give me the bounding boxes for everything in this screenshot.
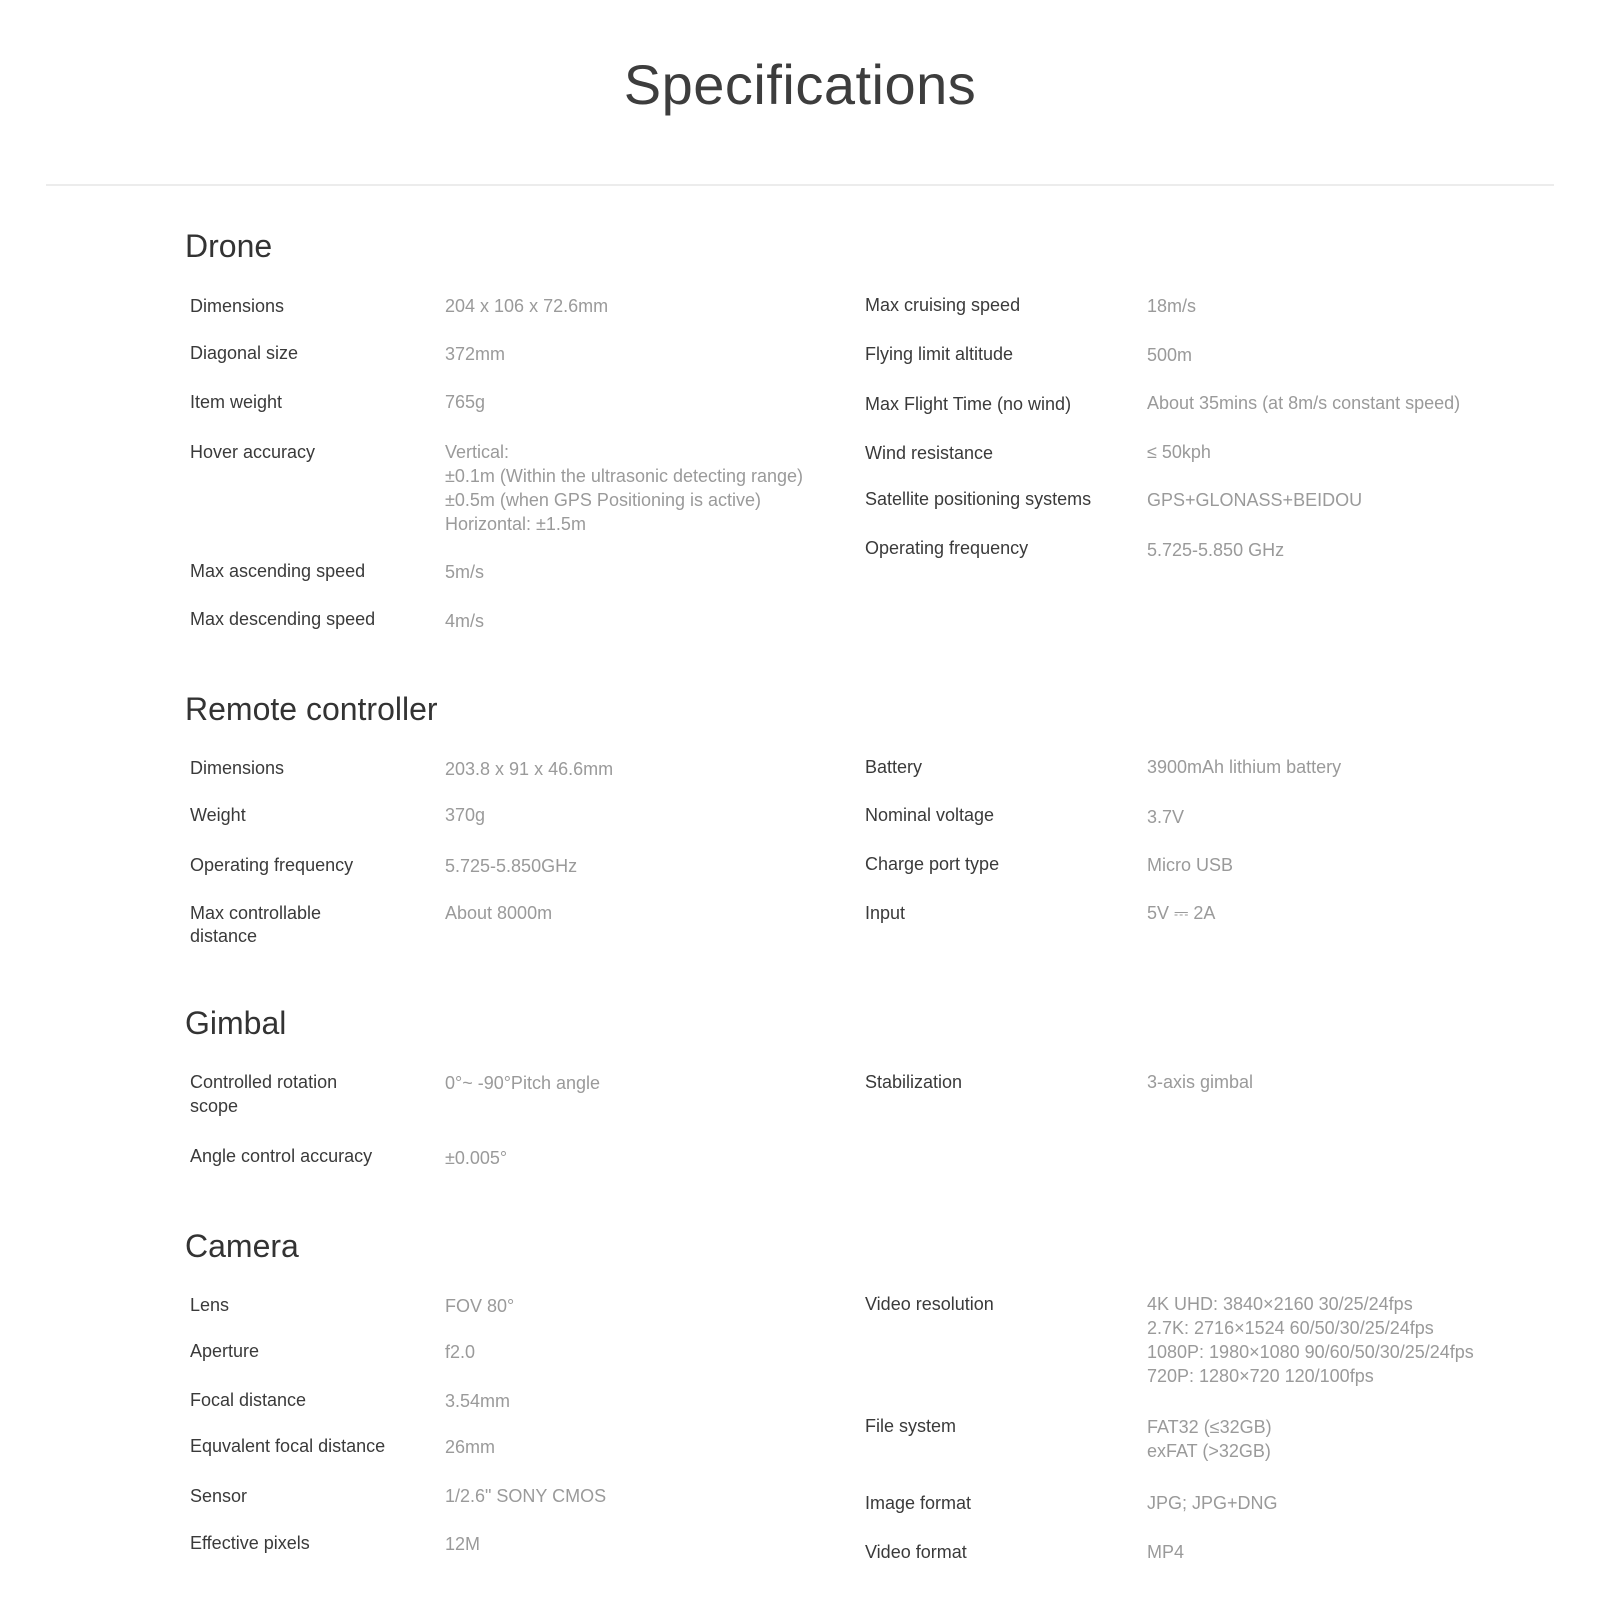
spec-label: Wind resistance — [865, 443, 994, 463]
spec-label: Video resolution — [865, 1294, 994, 1314]
spec-value-line: 2.7K: 2716×1524 60/50/30/25/24fps — [1147, 1318, 1434, 1338]
spec-label: Max ascending speed — [190, 561, 366, 581]
spec-label: Lens — [190, 1295, 230, 1315]
spec-label: Item weight — [190, 392, 283, 412]
spec-label-line: Controlled rotation — [190, 1072, 338, 1092]
spec-label-line: scope — [190, 1096, 239, 1116]
spec-value: 3-axis gimbal — [1147, 1072, 1254, 1092]
spec-value: 370g — [445, 805, 486, 825]
spec-label: Nominal voltage — [865, 805, 995, 825]
spec-label-line: Max controllable — [190, 903, 322, 923]
spec-value: f2.0 — [445, 1342, 476, 1362]
spec-value-line: FAT32 (≤32GB) — [1147, 1417, 1272, 1437]
spec-label: Operating frequency — [865, 538, 1029, 558]
spec-value-line: 720P: 1280×720 120/100fps — [1147, 1366, 1374, 1386]
spec-value-line: Horizontal: ±1.5m — [445, 514, 586, 534]
spec-value: About 8000m — [445, 903, 553, 923]
spec-label: Image format — [865, 1493, 972, 1513]
spec-value: 5V ⎓ 2A — [1147, 903, 1216, 923]
spec-value: 765g — [445, 392, 486, 412]
spec-value: 203.8 x 91 x 46.6mm — [445, 759, 614, 779]
spec-label: Sensor — [190, 1486, 248, 1506]
section-title-camera: Camera — [185, 1228, 299, 1264]
spec-value: 26mm — [445, 1437, 496, 1457]
spec-label: Stabilization — [865, 1072, 963, 1092]
spec-value: FOV 80° — [445, 1296, 515, 1316]
spec-label: Flying limit altitude — [865, 344, 1014, 364]
spec-value-line: ±0.5m (when GPS Positioning is active) — [445, 490, 762, 510]
title-divider — [46, 184, 1554, 186]
spec-value: ±0.005° — [445, 1148, 508, 1168]
spec-label: Weight — [190, 805, 246, 825]
spec-label: Battery — [865, 757, 923, 777]
spec-value: 372mm — [445, 344, 506, 364]
spec-label: File system — [865, 1416, 957, 1436]
spec-value: 5m/s — [445, 562, 485, 582]
spec-label: Operating frequency — [190, 855, 354, 875]
spec-value: About 35mins (at 8m/s constant speed) — [1147, 393, 1461, 413]
spec-label: Max descending speed — [190, 609, 376, 629]
spec-value: Micro USB — [1147, 855, 1234, 875]
spec-label: Angle control accuracy — [190, 1146, 373, 1166]
spec-value-line: ±0.1m (Within the ultrasonic detecting range) — [445, 466, 804, 486]
spec-label: Video format — [865, 1542, 967, 1562]
spec-value: 4m/s — [445, 611, 485, 631]
spec-value: ≤ 50kph — [1147, 442, 1211, 462]
spec-label: Focal distance — [190, 1390, 307, 1410]
spec-value: 3.7V — [1147, 807, 1185, 827]
section-title-drone: Drone — [185, 228, 273, 264]
spec-value: MP4 — [1147, 1542, 1185, 1562]
spec-label-line: distance — [190, 926, 258, 946]
spec-value-line: Vertical: — [445, 442, 510, 462]
spec-value: 5.725-5.850 GHz — [1147, 540, 1285, 560]
spec-value: JPG; JPG+DNG — [1147, 1493, 1278, 1513]
spec-label: Max Flight Time (no wind) — [865, 394, 1072, 414]
spec-value-line: 1080P: 1980×1080 90/60/50/30/25/24fps — [1147, 1342, 1474, 1362]
spec-label: Dimensions — [190, 296, 285, 316]
spec-label: Satellite positioning systems — [865, 489, 1092, 509]
spec-label: Dimensions — [190, 758, 285, 778]
spec-label: Effective pixels — [190, 1533, 310, 1553]
spec-value: 0°~ -90°Pitch angle — [445, 1073, 600, 1093]
spec-value: 5.725-5.850GHz — [445, 856, 578, 876]
spec-value: 204 x 106 x 72.6mm — [445, 296, 609, 316]
spec-label: Diagonal size — [190, 343, 299, 363]
spec-value: 500m — [1147, 345, 1193, 365]
section-title-gimbal: Gimbal — [185, 1005, 287, 1041]
spec-value-line: exFAT (>32GB) — [1147, 1441, 1271, 1461]
spec-value-line: 4K UHD: 3840×2160 30/25/24fps — [1147, 1294, 1413, 1314]
spec-label: Equvalent focal distance — [190, 1436, 386, 1456]
spec-label: Hover accuracy — [190, 442, 316, 462]
spec-value: 3.54mm — [445, 1391, 511, 1411]
spec-value: 12M — [445, 1534, 481, 1554]
spec-value: 1/2.6" SONY CMOS — [445, 1486, 607, 1506]
spec-label: Aperture — [190, 1341, 260, 1361]
spec-label: Input — [865, 903, 906, 923]
spec-value: 3900mAh lithium battery — [1147, 757, 1342, 777]
section-title-remote-controller: Remote controller — [185, 691, 438, 727]
page-title: Specifications — [623, 53, 977, 116]
spec-value: 18m/s — [1147, 296, 1197, 316]
spec-value: GPS+GLONASS+BEIDOU — [1147, 490, 1363, 510]
spec-label: Max cruising speed — [865, 295, 1021, 315]
spec-label: Charge port type — [865, 854, 1000, 874]
